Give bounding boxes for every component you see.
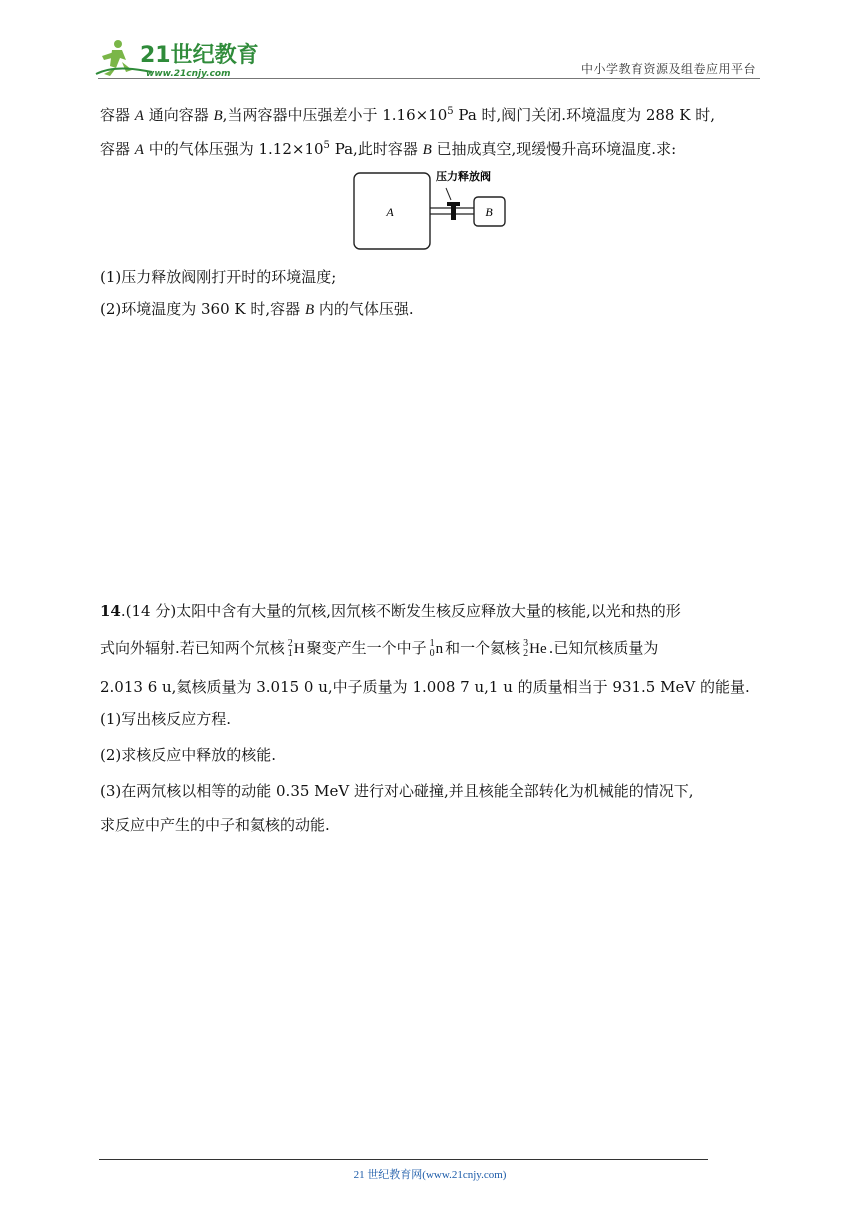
var-b: B [422,142,432,158]
header-platform-name: 中小学教育资源及组卷应用平台 [580,62,756,76]
footer-link[interactable]: 21 世纪教育网(www.21cnjy.com) [353,1169,507,1181]
problem14-question3-line1: (3)在两氘核以相等的动能 0.35 MeV 进行对心碰撞,并且核能全部转化为机械能的情况下, [100,782,694,800]
problem14-question3-line2: 求反应中产生的中子和氦核的动能. [100,816,330,834]
valve-stem [451,202,456,220]
site-logo [92,36,262,80]
problem13-line1: 容器 A 通向容器 B,当两容器中压强差小于 $1.16\times 10^5$ Pa 时,阀门关闭.环境温度为 288 K 时, [100,106,715,124]
problem13-question1: (1)压力释放阀刚打开时的环境温度; [100,268,337,286]
problem14-question2: (2)求核反应中释放的核能. [100,746,277,764]
var-b: B [213,108,223,124]
problem14-line2: 式向外辐射.若已知两个氘核 2 1 H 聚变产生一个中子 1 0 n 和一个氦核 3 2 He .已知氘核质量为 [100,638,659,659]
problem13-question2: (2)环境温度为 360 K 时,容器 B 内的气体压强. [100,300,414,318]
nuclide-neutron: 1 0 n [429,638,444,659]
nuclide-helium: 3 2 He [523,638,547,659]
logo-url: www.21cnjy.com [146,69,231,79]
problem14-line1: 14.(14 分)太阳中含有大量的氘核,因氘核不断发生核反应释放大量的核能,以光和热的形 [100,602,681,620]
container-a-label: A [386,205,394,219]
logo-text: 21世纪教育 [140,43,259,68]
header-divider [98,78,760,79]
container-b-label: B [485,205,493,219]
problem13-line2: 容器 A 中的气体压强为 $1.12\times 10^5$ Pa,此时容器 B 已抽成真空,现缓慢升高环境温度.求: [100,140,677,158]
valve-label: 压力释放阀 [436,170,491,183]
problem14-number: 14 [100,602,121,620]
nuclide-deuteron: 2 1 H [287,638,305,659]
problem14-question1: (1)写出核反应方程. [100,710,232,728]
var-b: B [304,302,315,318]
footer-divider [99,1159,708,1160]
var-a: A [134,142,144,158]
container-valve-diagram [352,168,512,256]
problem14-line3: 2.013 6 u,氦核质量为 3.015 0 u,中子质量为 1.008 7 u,1 u 的质量相当于 931.5 MeV 的能量. [100,678,750,696]
var-a: A [134,108,144,124]
